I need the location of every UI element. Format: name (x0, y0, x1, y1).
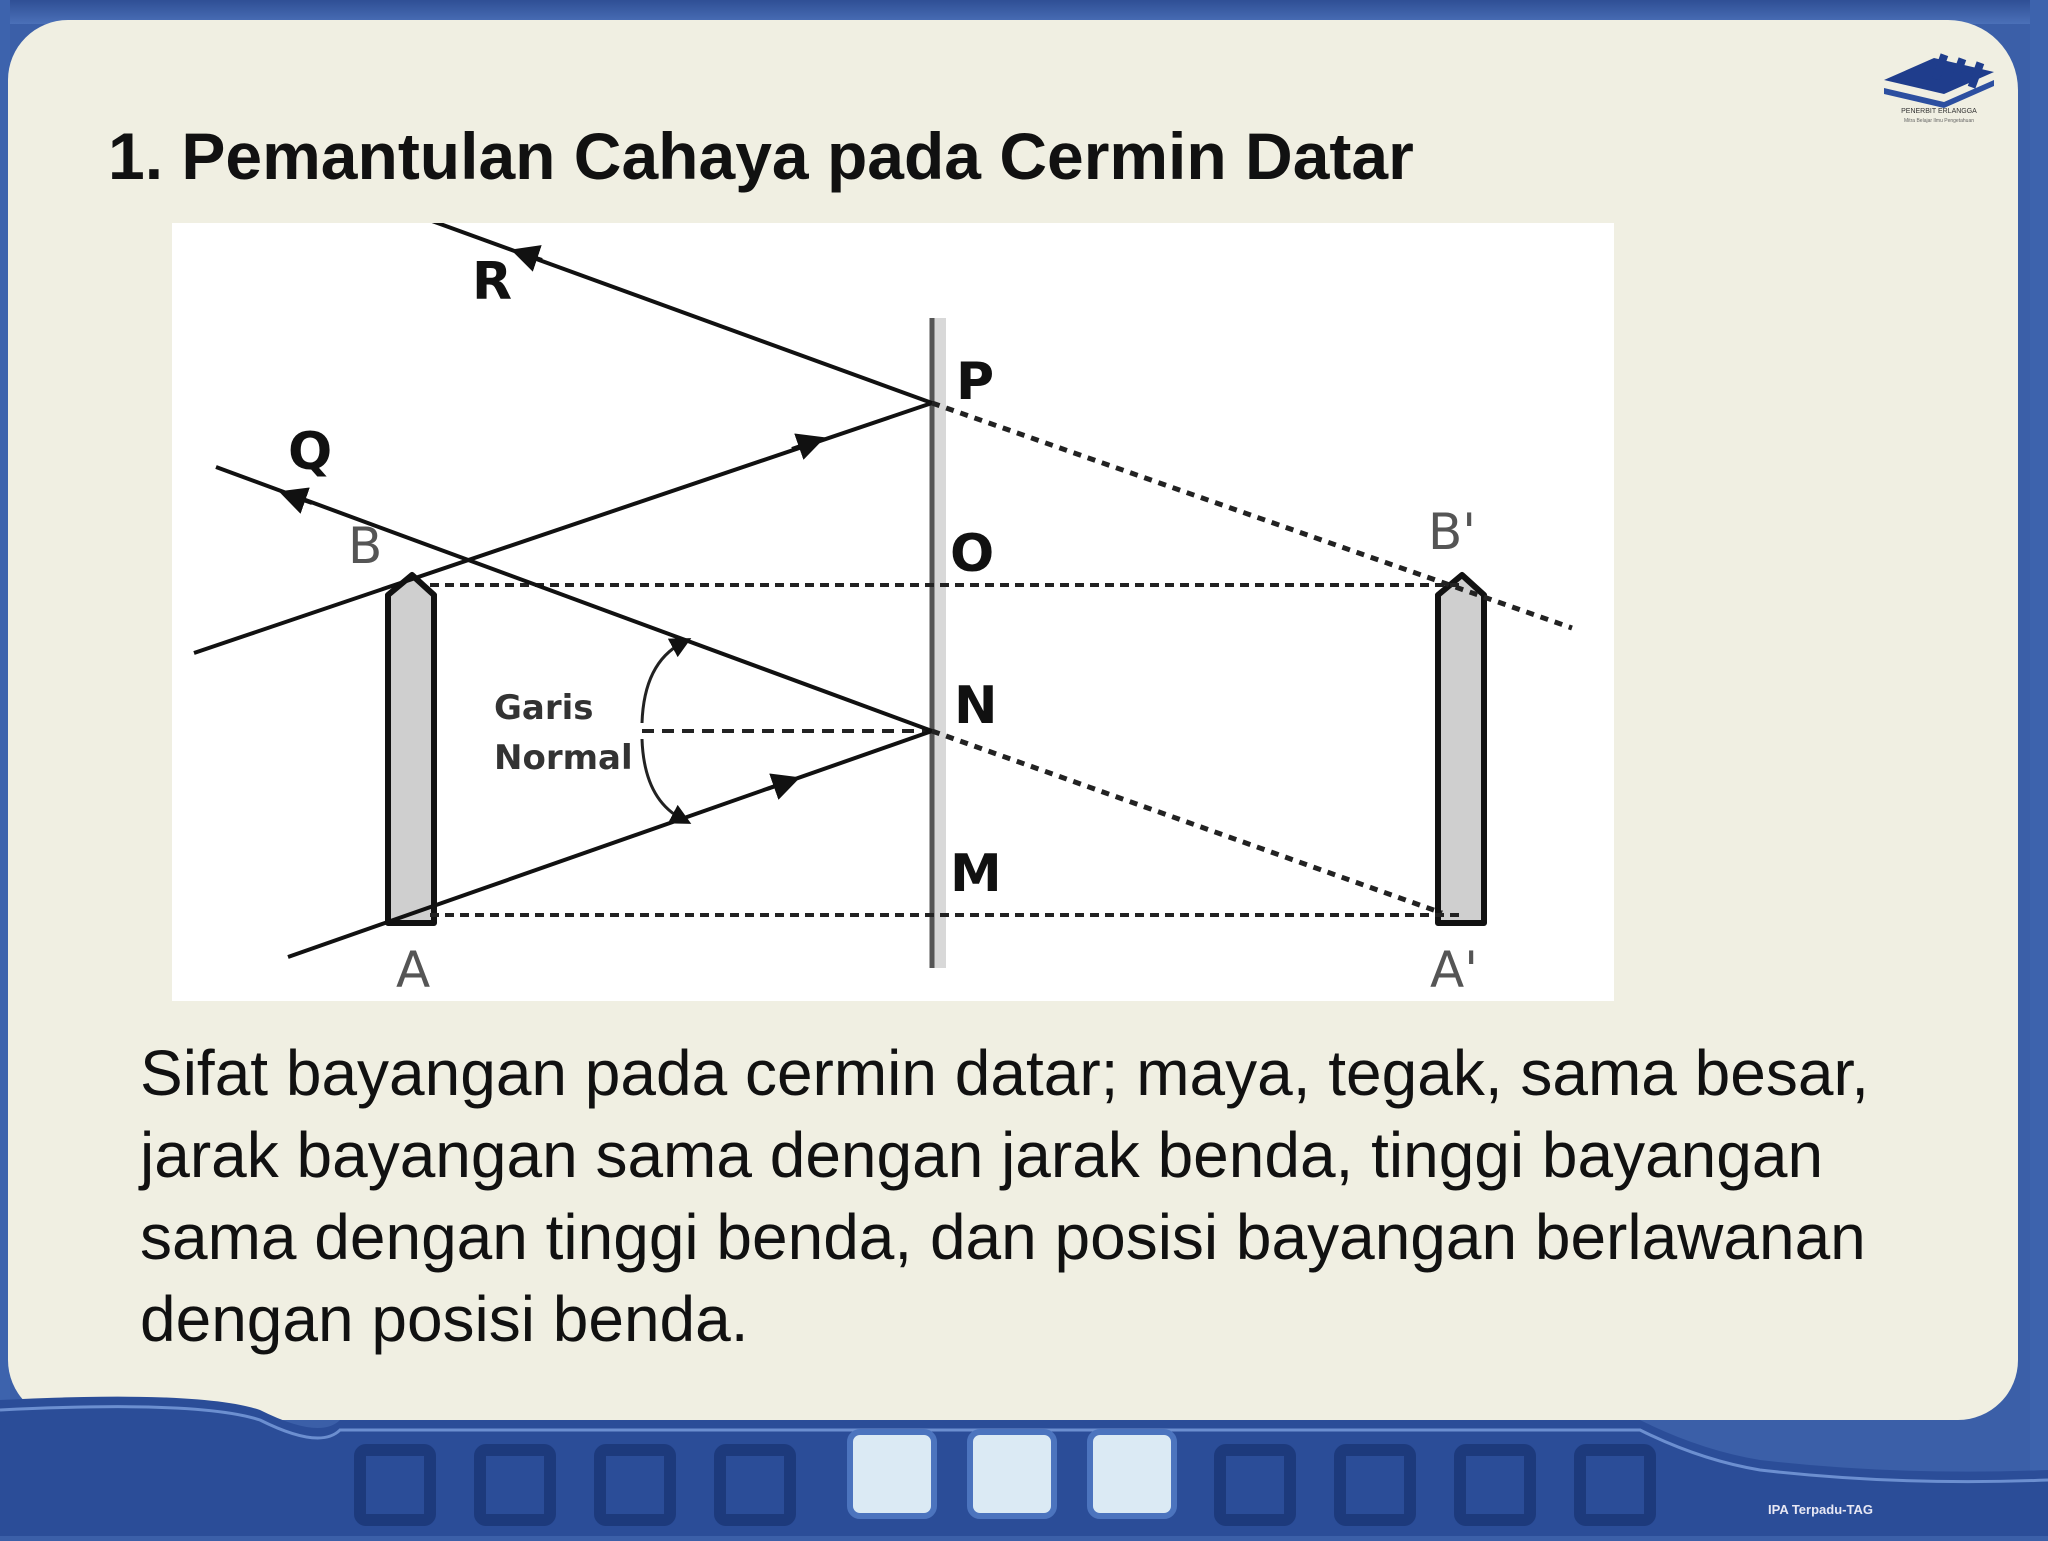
publisher-logo (1874, 50, 2004, 140)
label-A: A (396, 941, 431, 999)
logo-caption: PENERBIT ERLANGGA (1901, 108, 1977, 115)
label-O: O (950, 524, 995, 584)
light-rays (194, 223, 932, 957)
footer-bar (0, 1380, 2048, 1536)
footer-label: IPA Terpadu-TAG (1768, 1502, 1873, 1517)
slide-title: 1. Pemantulan Cahaya pada Cermin Datar (108, 119, 1414, 193)
mirror-reflection-diagram (172, 223, 1614, 1001)
label-P: P (956, 352, 995, 412)
label-N: N (954, 676, 998, 736)
publisher-logo-icon (1874, 50, 2004, 110)
slide-caption: Sifat bayangan pada cermin datar; maya, tegak, sama besar, jarak bayangan sama dengan jarak benda, tinggi bayangan sama dengan tinggi benda, dan posisi bayangan berlawanan dengan posisi benda. (140, 1037, 1869, 1355)
label-B: B (348, 517, 383, 575)
plane-mirror (930, 318, 946, 968)
label-Q: Q (288, 422, 333, 482)
ray-R-reflected (432, 223, 932, 403)
label-normal-line-1: Garis (494, 688, 594, 728)
object-AB (388, 575, 434, 923)
logo-subcaption: Mitra Belajar Ilmu Pengetahuan (1903, 118, 1975, 124)
label-A-prime: A' (1430, 941, 1478, 999)
image-A-B-prime (1438, 575, 1484, 923)
label-B-prime: B' (1428, 503, 1477, 561)
label-normal-line-2: Normal (494, 738, 633, 778)
label-R: R (472, 252, 513, 312)
label-M: M (950, 844, 1002, 904)
window-frame-right (2030, 0, 2048, 1536)
